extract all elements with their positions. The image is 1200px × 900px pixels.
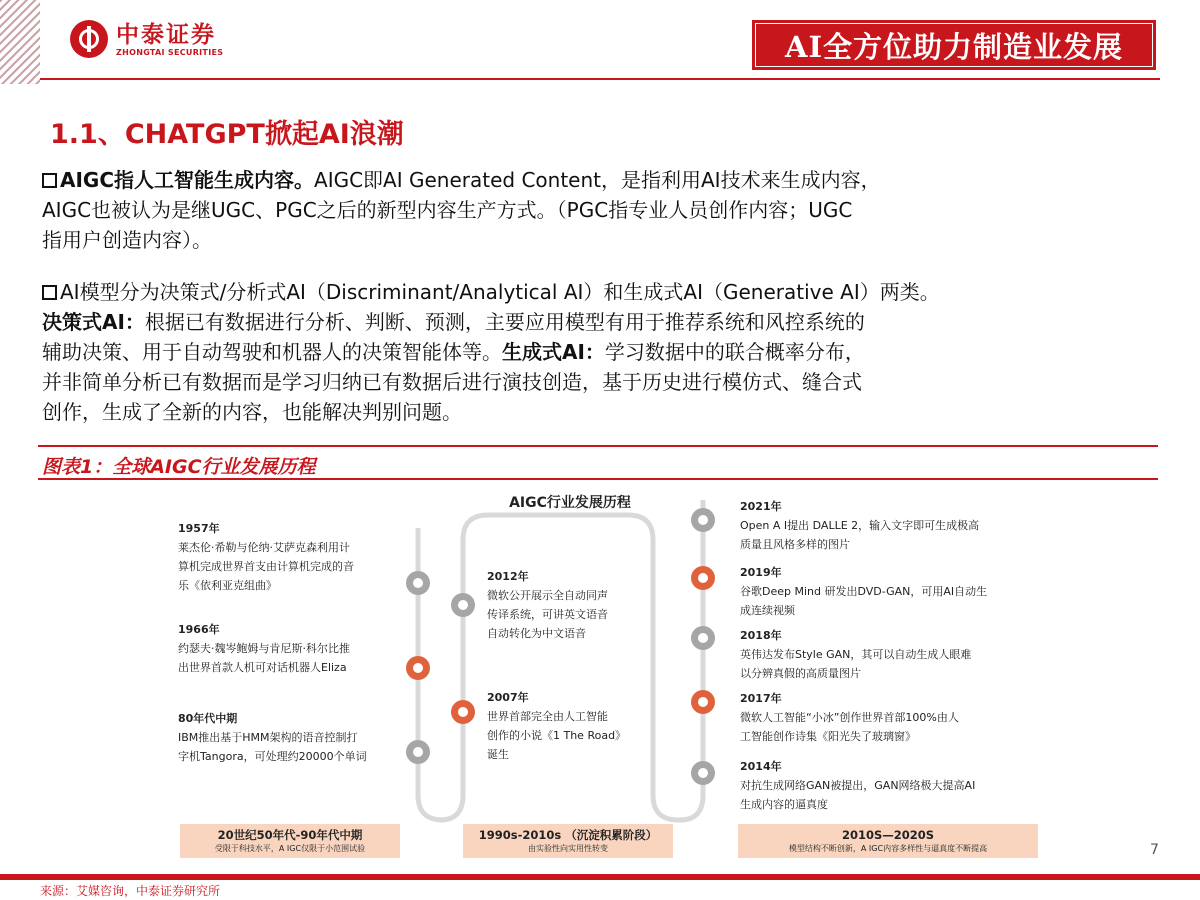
company-name-cn: 中泰证券 [116, 21, 216, 48]
timeline-node-1966 [406, 656, 430, 680]
para2-bold-generative-ai: 生成式AI： [502, 340, 605, 364]
event-2007: 2007年 世界首部完全由人工智能 创作的小说《1 The Road》 诞生 [487, 691, 627, 761]
para2-line1: AI模型分为决策式/分析式AI（Discriminant/Analytical AI）和生成式AI（Generative AI）两类。 [60, 280, 940, 304]
timeline-node-1980s [406, 740, 430, 764]
deck-title: AI全方位助力制造业发展 [752, 20, 1156, 70]
para2-line2: 根据已有数据进行分析、判断、预测，主要应用模型有用于推荐系统和风控系统的 [144, 310, 865, 334]
timeline-path [418, 500, 703, 820]
timeline-node-2007 [451, 700, 475, 724]
company-name-en: ZHONGTAI SECURITIES [116, 47, 224, 57]
event-1966: 1966年 约瑟夫·魏岑鲍姆与肯尼斯·科尔比推 出世界首款人机可对话机器人Eliza [178, 623, 350, 674]
footer-divider [0, 874, 1200, 880]
era-box-1950s-1990s: 20世纪50年代-90年代中期 受限于科技水平，A IGC仅限于小范围试验 [180, 824, 400, 858]
timeline-node-2017 [691, 690, 715, 714]
para2-line5: 创作，生成了全新的内容，也能解决判别问题。 [42, 400, 462, 424]
page-number: 7 [1150, 842, 1159, 858]
timeline-node-2021 [691, 508, 715, 532]
event-2012: 2012年 微软公开展示全自动同声 传译系统，可讲英文语音 自动转化为中文语音 [487, 570, 608, 640]
timeline-node-2012 [451, 593, 475, 617]
section-title: 1.1、CHATGPT掀起AI浪潮 [50, 119, 404, 150]
para1-line3: 指用户创造内容）。 [42, 228, 212, 252]
event-1980s: 80年代中期 IBM推出基于HMM架构的语音控制打 字机Tangora，可处理约20000个单词 [178, 712, 367, 763]
event-1957: 1957年 莱杰伦·希勒与伦纳·艾萨克森利用计 算机完成世界首支由计算机完成的音 乐《依利亚克组曲》 [178, 522, 354, 592]
timeline-node-1957 [406, 571, 430, 595]
figure-title: 图表1：全球AIGC行业发展历程 [42, 456, 316, 478]
para1-line2: AIGC也被认为是继UGC、PGC之后的新型内容生产方式。（PGC指专业人员创作内容；UGC [42, 198, 853, 222]
timeline-node-2018 [691, 626, 715, 650]
timeline-title: AIGC行业发展历程 [509, 495, 631, 511]
para2-line3b: 学习数据中的联合概率分布， [604, 340, 865, 364]
para2-line4: 并非简单分析已有数据而是学习归纳已有数据后进行演技创造，基于历史进行模仿式、缝合式 [42, 370, 862, 394]
event-2014: 2014年 对抗生成网络GAN被提出，GAN网络极大提高AI 生成内容的逼真度 [740, 760, 976, 811]
event-2021: 2021年 Open A I提出 DALLE 2，输入文字即可生成极高 质量且风格多样的图片 [740, 500, 980, 551]
para2-line3a: 辅助决策、用于自动驾驶和机器人的决策智能体等。 [42, 340, 502, 364]
para2-bold-decision-ai: 决策式AI： [42, 310, 145, 334]
event-2019: 2019年 谷歌Deep Mind 研发出DVD-GAN，可用AI自动生 成连续视频 [740, 566, 988, 617]
event-2017: 2017年 微软人工智能“小冰”创作世界首部100%由人 工智能创作诗集《阳光失了玻璃窗》 [740, 692, 959, 743]
para1-bold-lead: AIGC指人工智能生成内容。 [60, 168, 315, 192]
era-box-2010s-2020s: 2010S—2020S 模型结构不断创新，A IGC内容多样性与逼真度不断提高 [738, 824, 1038, 858]
para1-line1: AIGC即AI Generated Content，是指利用AI技术来生成内容， [314, 168, 881, 192]
era-box-1990s-2010s: 1990s-2010s （沉淀积累阶段） 由实验性向实用性转变 [463, 824, 673, 858]
timeline-node-2019 [691, 566, 715, 590]
timeline-node-2014 [691, 761, 715, 785]
source-note: 来源：艾媒咨询，中泰证券研究所 [40, 884, 221, 898]
event-2018: 2018年 英伟达发布Style GAN，其可以自动生成人眼难 以分辨真假的高质量图片 [740, 629, 972, 680]
